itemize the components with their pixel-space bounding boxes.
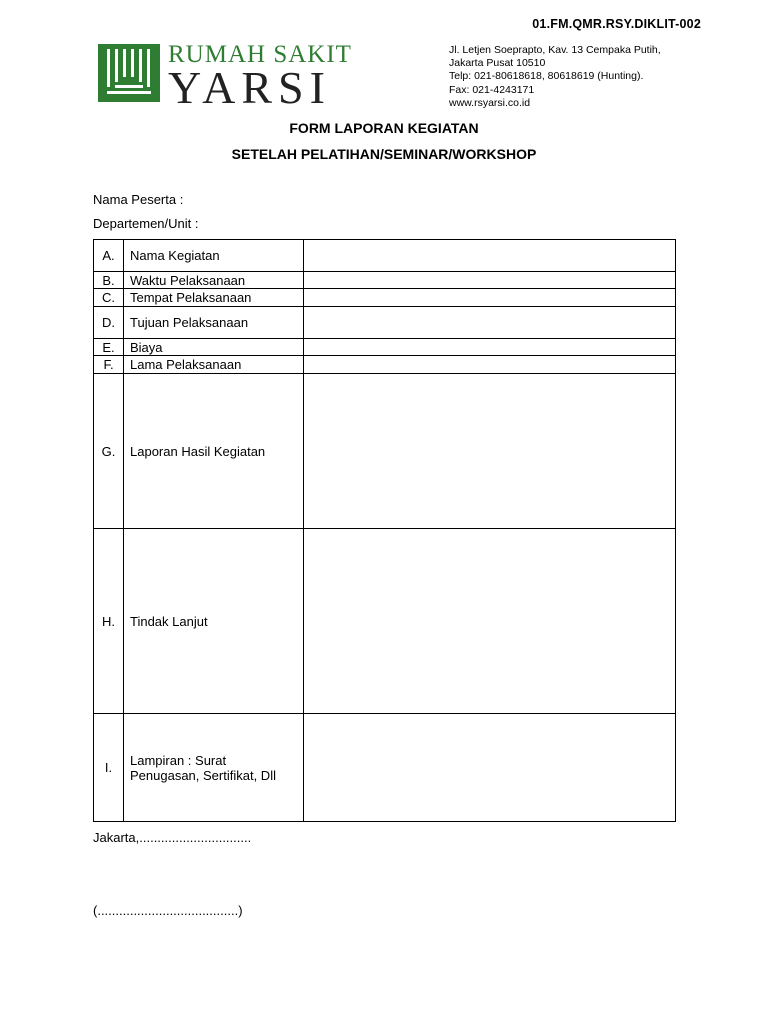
table-row xyxy=(94,339,676,356)
row-letter: H. xyxy=(94,529,124,714)
hospital-address xyxy=(449,44,661,110)
form-title: FORM LAPORAN KEGIATAN xyxy=(289,120,479,136)
row-letter: I. xyxy=(94,714,124,822)
row-label: Tujuan Pelaksanaan xyxy=(124,307,304,339)
row-value-cell[interactable] xyxy=(304,240,676,272)
signature-place-date: Jakarta,............................... xyxy=(93,830,252,845)
form-subtitle: SETELAH PELATIHAN/SEMINAR/WORKSHOP xyxy=(231,146,537,162)
table-row xyxy=(94,307,676,339)
row-value-cell[interactable] xyxy=(304,272,676,289)
participant-name-field: Nama Peserta : xyxy=(93,192,184,207)
row-label: Nama Kegiatan xyxy=(124,240,304,272)
row-value-cell[interactable] xyxy=(304,289,676,307)
row-label: Biaya xyxy=(124,339,304,356)
document-code: 01.FM.QMR.RSY.DIKLIT-002 xyxy=(532,17,701,31)
table-row xyxy=(94,356,676,374)
table-row xyxy=(94,272,676,289)
row-label: Tempat Pelaksanaan xyxy=(124,289,304,307)
row-value-cell[interactable] xyxy=(304,356,676,374)
hospital-logo-text xyxy=(168,41,352,113)
row-value-cell[interactable] xyxy=(304,307,676,339)
row-value-cell[interactable] xyxy=(304,374,676,529)
address-line: www.rsyarsi.co.id xyxy=(449,96,531,109)
row-value-cell[interactable] xyxy=(304,339,676,356)
row-label: Waktu Pelaksanaan xyxy=(124,272,304,289)
row-letter: G. xyxy=(94,374,124,529)
logo-line-1: RUMAH SAKIT xyxy=(168,41,352,68)
address-line: Jakarta Pusat 10510 xyxy=(449,57,546,70)
table-row xyxy=(94,529,676,714)
row-letter: F. xyxy=(94,356,124,374)
table-row xyxy=(94,289,676,307)
address-line: Telp: 021-80618618, 80618619 (Hunting). xyxy=(449,70,644,83)
address-line: Jl. Letjen Soeprapto, Kav. 13 Cempaka Putih, xyxy=(449,44,661,56)
report-table xyxy=(93,239,676,822)
table-row xyxy=(94,374,676,529)
table-row xyxy=(94,714,676,822)
row-letter: D. xyxy=(94,307,124,339)
row-label: Lama Pelaksanaan xyxy=(124,356,304,374)
table-row xyxy=(94,240,676,272)
hospital-logo-icon xyxy=(98,44,160,102)
address-line: Fax: 021-4243171 xyxy=(449,83,535,96)
row-label: Tindak Lanjut xyxy=(124,529,304,714)
row-letter: E. xyxy=(94,339,124,356)
signature-name: (.......................................) xyxy=(93,903,243,918)
row-letter: C. xyxy=(94,289,124,307)
row-label: Laporan Hasil Kegiatan xyxy=(124,374,304,529)
row-label: Lampiran : Surat Penugasan, Sertifikat, Dll xyxy=(124,714,304,822)
row-letter: B. xyxy=(94,272,124,289)
logo-line-2: YARSI xyxy=(168,62,331,113)
row-letter: A. xyxy=(94,240,124,272)
row-value-cell[interactable] xyxy=(304,529,676,714)
department-field: Departemen/Unit : xyxy=(93,216,199,231)
row-value-cell[interactable] xyxy=(304,714,676,822)
